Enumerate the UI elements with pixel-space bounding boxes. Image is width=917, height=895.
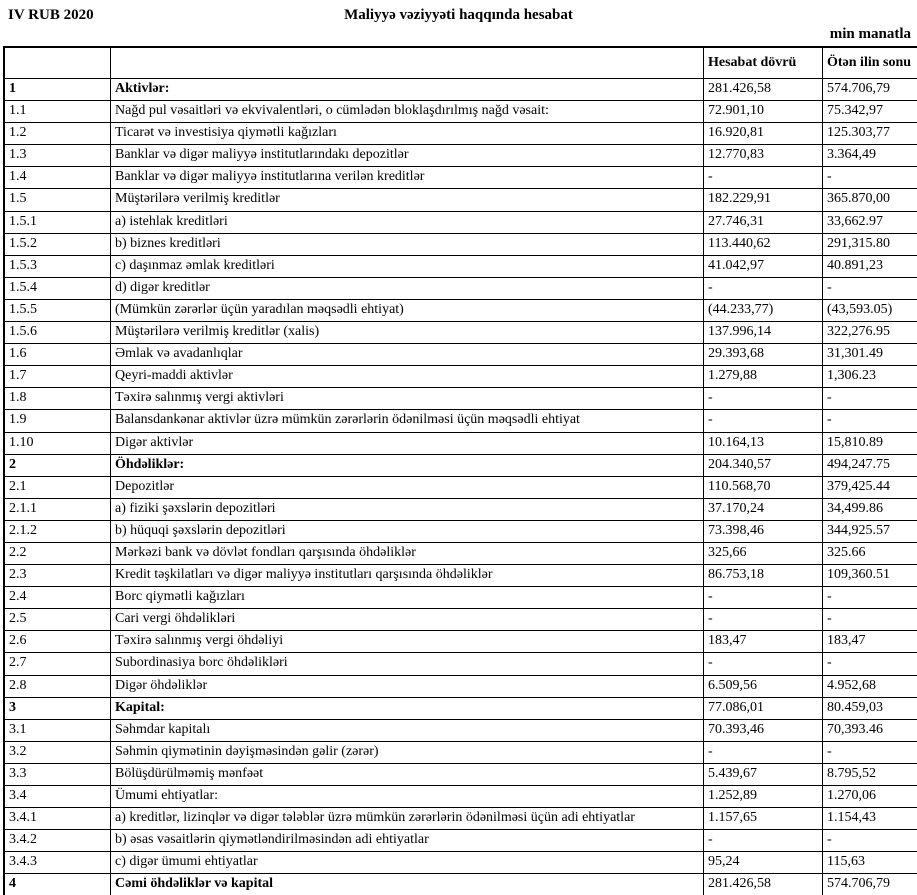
current-value-cell: -: [704, 277, 823, 299]
table-header-row: [4, 47, 917, 79]
table-row: [4, 145, 917, 167]
row-label-cell: b) biznes kreditləri: [111, 233, 704, 255]
unit-note: min manatla: [829, 26, 911, 42]
table-row: [4, 344, 917, 366]
row-number-cell: 1.8: [4, 388, 111, 410]
previous-value-cell: 379,425.44: [823, 476, 917, 498]
previous-value-cell: 344,925.57: [823, 520, 917, 542]
table-row: [4, 498, 917, 520]
row-label-cell: Nağd pul vəsaitləri və ekvivalentləri, o cümlədən bloklaşdırılmış nağd vəsait:: [111, 101, 704, 123]
row-number-cell: 1.3: [4, 145, 111, 167]
previous-value-cell: 1,306.23: [823, 366, 917, 388]
row-label-cell: d) digər kreditlər: [111, 277, 704, 299]
table-row: [4, 322, 917, 344]
row-number-cell: 2.8: [4, 675, 111, 697]
table-row: [4, 675, 917, 697]
table-row: [4, 830, 917, 852]
row-label-cell: Əmlak və avadanlıqlar: [111, 344, 704, 366]
current-value-cell: 86.753,18: [704, 565, 823, 587]
table-row: [4, 741, 917, 763]
table-row: [4, 388, 917, 410]
table-row: [4, 476, 917, 498]
row-number-cell: 2.5: [4, 609, 111, 631]
row-label-cell: Mərkəzi bank və dövlət fondları qarşısında öhdəliklər: [111, 542, 704, 564]
table-row: [4, 211, 917, 233]
row-label-cell: Bölüşdürülməmiş mənfəət: [111, 763, 704, 785]
current-value-cell: 37.170,24: [704, 498, 823, 520]
current-value-cell: 281.426,58: [704, 874, 823, 895]
row-number-cell: 3.4.2: [4, 830, 111, 852]
previous-value-cell: -: [823, 830, 917, 852]
current-value-cell: 12.770,83: [704, 145, 823, 167]
row-number-cell: 2.6: [4, 631, 111, 653]
previous-value-cell: 33,662.97: [823, 211, 917, 233]
row-label-cell: Qeyri-maddi aktivlər: [111, 366, 704, 388]
previous-value-cell: 109,360.51: [823, 565, 917, 587]
row-number-cell: 3.4.1: [4, 808, 111, 830]
row-label-cell: Banklar və digər maliyyə institutlarındakı depozitlər: [111, 145, 704, 167]
row-number-cell: 1.5.2: [4, 233, 111, 255]
table-row: [4, 167, 917, 189]
current-value-cell: -: [704, 653, 823, 675]
row-number-cell: 1.5.3: [4, 255, 111, 277]
current-value-cell: -: [704, 741, 823, 763]
row-label-cell: Müştərilərə verilmiş kreditlər (xalis): [111, 322, 704, 344]
previous-value-cell: -: [823, 653, 917, 675]
table-row: [4, 565, 917, 587]
page-title: Maliyyə vəziyyəti haqqında hesabat: [344, 7, 573, 23]
row-label-cell: Depozitlər: [111, 476, 704, 498]
previous-value-cell: 291,315.80: [823, 233, 917, 255]
previous-value-cell: -: [823, 277, 917, 299]
row-number-cell: 2.1.2: [4, 520, 111, 542]
table-body: [4, 79, 917, 895]
current-value-cell: 72.901,10: [704, 101, 823, 123]
row-label-cell: Müştərilərə verilmiş kreditlər: [111, 189, 704, 211]
row-number-cell: 3.4.3: [4, 852, 111, 874]
previous-value-cell: -: [823, 609, 917, 631]
column-header-previous-year-end: Ötən ilin sonu: [823, 47, 917, 79]
table-row: [4, 808, 917, 830]
current-value-cell: 70.393,46: [704, 719, 823, 741]
previous-value-cell: 494,247.75: [823, 454, 917, 476]
row-number-cell: 1.2: [4, 123, 111, 145]
current-value-cell: (44.233,77): [704, 299, 823, 321]
table-row: [4, 852, 917, 874]
current-value-cell: -: [704, 388, 823, 410]
previous-value-cell: 125.303,77: [823, 123, 917, 145]
current-value-cell: 281.426,58: [704, 79, 823, 101]
table-row: [4, 719, 917, 741]
row-number-cell: 2: [4, 454, 111, 476]
previous-value-cell: 365.870,00: [823, 189, 917, 211]
report-header: [0, 0, 917, 26]
row-number-cell: 2.2: [4, 542, 111, 564]
table-row: [4, 587, 917, 609]
previous-value-cell: 75.342,97: [823, 101, 917, 123]
column-header-current-period: Hesabat dövrü: [704, 47, 823, 79]
table-row: [4, 609, 917, 631]
row-number-cell: 1.5: [4, 189, 111, 211]
table-row: [4, 410, 917, 432]
row-label-cell: Borc qiymətli kağızları: [111, 587, 704, 609]
row-number-header-cell: [4, 47, 111, 79]
row-number-cell: 1.7: [4, 366, 111, 388]
current-value-cell: 95,24: [704, 852, 823, 874]
current-value-cell: 137.996,14: [704, 322, 823, 344]
previous-value-cell: -: [823, 167, 917, 189]
current-value-cell: 29.393,68: [704, 344, 823, 366]
current-value-cell: -: [704, 587, 823, 609]
row-number-cell: 2.1: [4, 476, 111, 498]
previous-value-cell: -: [823, 410, 917, 432]
table-row: [4, 697, 917, 719]
table-row: [4, 454, 917, 476]
row-number-cell: 3.1: [4, 719, 111, 741]
current-value-cell: 73.398,46: [704, 520, 823, 542]
row-label-cell: Digər öhdəliklər: [111, 675, 704, 697]
current-value-cell: 113.440,62: [704, 233, 823, 255]
table-row: [4, 432, 917, 454]
row-label-cell: Subordinasiya borc öhdəlikləri: [111, 653, 704, 675]
row-label-cell: Ticarət və investisiya qiymətli kağızları: [111, 123, 704, 145]
row-label-cell: a) istehlak kreditləri: [111, 211, 704, 233]
current-value-cell: 204.340,57: [704, 454, 823, 476]
row-number-cell: 2.4: [4, 587, 111, 609]
table-row: [4, 653, 917, 675]
current-value-cell: 183,47: [704, 631, 823, 653]
table-row: [4, 79, 917, 101]
previous-value-cell: 34,499.86: [823, 498, 917, 520]
row-label-cell: c) digər ümumi ehtiyatlar: [111, 852, 704, 874]
row-label-cell: (Mümkün zərərlər üçün yaradılan məqsədli ehtiyat): [111, 299, 704, 321]
row-number-cell: 1.6: [4, 344, 111, 366]
current-value-cell: 41.042,97: [704, 255, 823, 277]
row-number-cell: 3.3: [4, 763, 111, 785]
previous-value-cell: 4.952,68: [823, 675, 917, 697]
current-value-cell: 5.439,67: [704, 763, 823, 785]
row-number-cell: 3: [4, 697, 111, 719]
current-value-cell: 16.920,81: [704, 123, 823, 145]
row-number-cell: 3.4: [4, 786, 111, 808]
row-label-cell: Balansdankənar aktivlər üzrə mümkün zərərlərin ödənilməsi üçün məqsədli ehtiyat: [111, 410, 704, 432]
row-number-cell: 2.1.1: [4, 498, 111, 520]
previous-value-cell: 1.270,06: [823, 786, 917, 808]
table-row: [4, 123, 917, 145]
previous-value-cell: 574.706,79: [823, 874, 917, 895]
table-row: [4, 277, 917, 299]
current-value-cell: 27.746,31: [704, 211, 823, 233]
row-label-cell: Kapital:: [111, 697, 704, 719]
row-number-cell: 1.5.6: [4, 322, 111, 344]
row-label-cell: c) daşınmaz əmlak kreditləri: [111, 255, 704, 277]
previous-value-cell: 115,63: [823, 852, 917, 874]
row-label-cell: b) əsas vəsaitlərin qiymətləndirilməsindən adi ehtiyatlar: [111, 830, 704, 852]
row-label-cell: Öhdəliklər:: [111, 454, 704, 476]
current-value-cell: -: [704, 167, 823, 189]
report-period: IV RUB 2020: [8, 7, 94, 23]
previous-value-cell: 325.66: [823, 542, 917, 564]
table-row: [4, 763, 917, 785]
table-row: [4, 189, 917, 211]
row-label-cell: Aktivlər:: [111, 79, 704, 101]
row-label-cell: Banklar və digər maliyyə institutlarına verilən kreditlər: [111, 167, 704, 189]
previous-value-cell: -: [823, 587, 917, 609]
current-value-cell: 10.164,13: [704, 432, 823, 454]
row-label-cell: Digər aktivlər: [111, 432, 704, 454]
current-value-cell: 182.229,91: [704, 189, 823, 211]
table-row: [4, 631, 917, 653]
financial-statement-table: [3, 46, 917, 895]
previous-value-cell: -: [823, 388, 917, 410]
current-value-cell: 6.509,56: [704, 675, 823, 697]
row-number-cell: 1.5.4: [4, 277, 111, 299]
current-value-cell: -: [704, 609, 823, 631]
row-number-cell: 3.2: [4, 741, 111, 763]
previous-value-cell: 183,47: [823, 631, 917, 653]
previous-value-cell: 3.364,49: [823, 145, 917, 167]
current-value-cell: 1.279,88: [704, 366, 823, 388]
row-label-cell: Səhmin qiymətinin dəyişməsindən gəlir (zərər): [111, 741, 704, 763]
row-label-cell: a) kreditlər, lizinqlər və digər tələblər üzrə mümkün zərərlərin ödənilməsi üçün adi ehtiyatlar: [111, 808, 704, 830]
previous-value-cell: 1.154,43: [823, 808, 917, 830]
table-row: [4, 520, 917, 542]
previous-value-cell: (43,593.05): [823, 299, 917, 321]
row-number-cell: 1.4: [4, 167, 111, 189]
table-header: [4, 47, 917, 79]
row-label-cell: a) fiziki şəxslərin depozitləri: [111, 498, 704, 520]
previous-value-cell: 80.459,03: [823, 697, 917, 719]
current-value-cell: 1.157,65: [704, 808, 823, 830]
row-number-cell: 4: [4, 874, 111, 895]
table-row: [4, 255, 917, 277]
row-label-cell: Cari vergi öhdəlikləri: [111, 609, 704, 631]
row-number-cell: 1.5.1: [4, 211, 111, 233]
previous-value-cell: 15,810.89: [823, 432, 917, 454]
row-label-cell: Cəmi öhdəliklər və kapital: [111, 874, 704, 895]
table-row: [4, 101, 917, 123]
previous-value-cell: -: [823, 741, 917, 763]
previous-value-cell: 322,276.95: [823, 322, 917, 344]
table-row: [4, 542, 917, 564]
table-row: [4, 786, 917, 808]
current-value-cell: -: [704, 830, 823, 852]
previous-value-cell: 40.891,23: [823, 255, 917, 277]
current-value-cell: 110.568,70: [704, 476, 823, 498]
table-row: [4, 299, 917, 321]
row-label-cell: Səhmdar kapitalı: [111, 719, 704, 741]
previous-value-cell: 70,393.46: [823, 719, 917, 741]
row-number-cell: 2.7: [4, 653, 111, 675]
current-value-cell: 77.086,01: [704, 697, 823, 719]
row-label-cell: Təxirə salınmış vergi öhdəliyi: [111, 631, 704, 653]
current-value-cell: -: [704, 410, 823, 432]
row-number-cell: 1: [4, 79, 111, 101]
current-value-cell: 325,66: [704, 542, 823, 564]
row-number-cell: 1.9: [4, 410, 111, 432]
row-number-cell: 1.10: [4, 432, 111, 454]
previous-value-cell: 8.795,52: [823, 763, 917, 785]
table-row: [4, 366, 917, 388]
table-row: [4, 233, 917, 255]
row-label-cell: b) hüquqi şəxslərin depozitləri: [111, 520, 704, 542]
row-label-cell: Kredit təşkilatları və digər maliyyə institutları qarşısında öhdəliklər: [111, 565, 704, 587]
row-label-cell: Təxirə salınmış vergi aktivləri: [111, 388, 704, 410]
previous-value-cell: 574.706,79: [823, 79, 917, 101]
row-number-cell: 1.5.5: [4, 299, 111, 321]
table-row: [4, 874, 917, 895]
row-label-header-cell: [111, 47, 704, 79]
row-number-cell: 2.3: [4, 565, 111, 587]
current-value-cell: 1.252,89: [704, 786, 823, 808]
previous-value-cell: 31,301.49: [823, 344, 917, 366]
row-number-cell: 1.1: [4, 101, 111, 123]
row-label-cell: Ümumi ehtiyatlar:: [111, 786, 704, 808]
